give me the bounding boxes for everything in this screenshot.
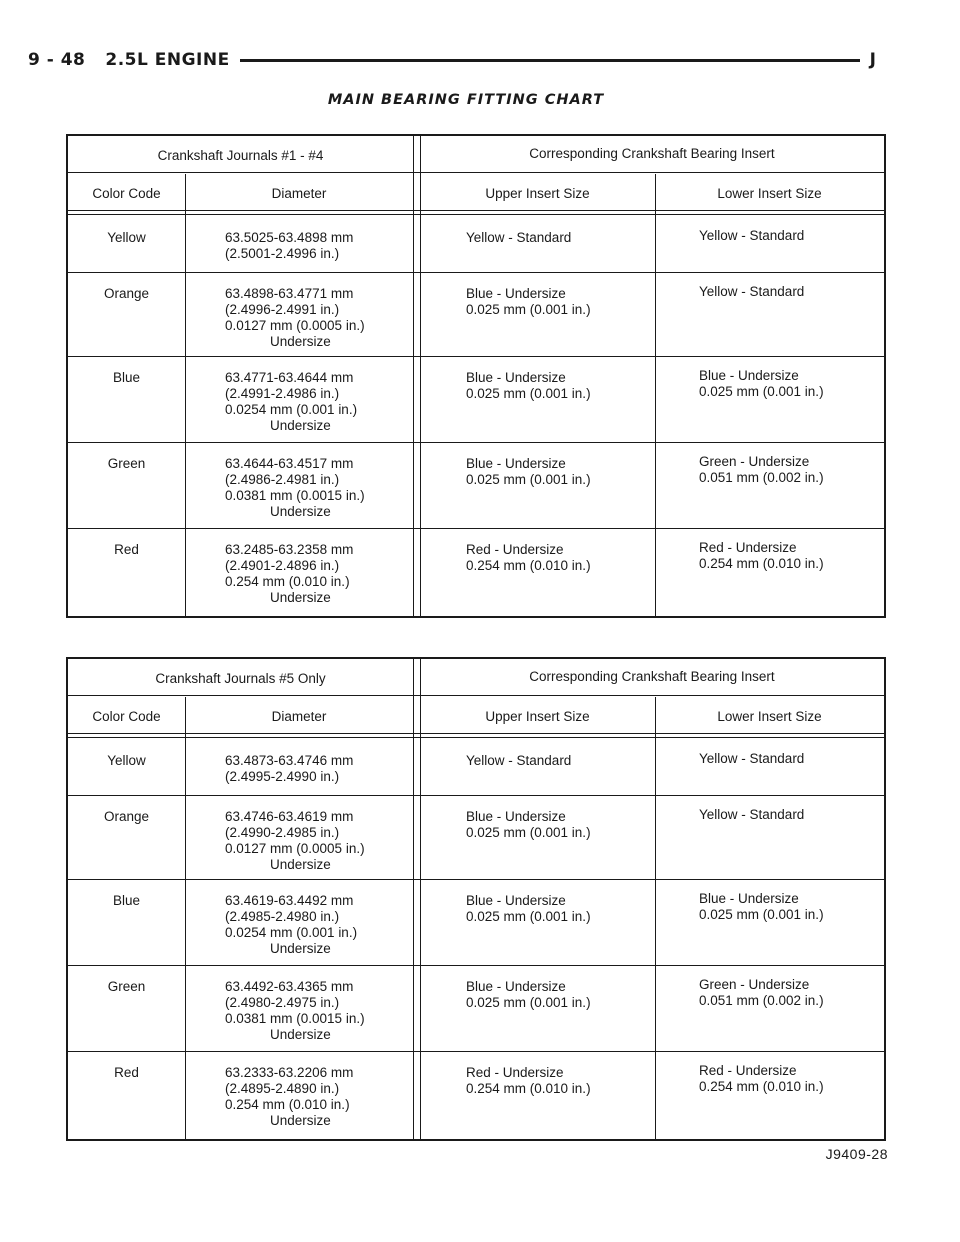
upper-insert-line: 0.025 mm (0.001 in.) [466, 302, 591, 317]
diameter-line: (2.4901-2.4896 in.) [225, 558, 340, 573]
column-header-divider [68, 210, 884, 211]
upper-insert-cell [466, 286, 591, 318]
diameter-line: Undersize [270, 334, 331, 349]
column-divider [655, 174, 656, 616]
color-code-cell: Yellow [107, 753, 146, 768]
figure-id: J9409-28 [825, 1146, 888, 1162]
diameter-line: 63.5025-63.4898 mm [225, 230, 354, 245]
diameter-line: 0.0127 mm (0.0005 in.) [225, 841, 365, 856]
lower-insert-line: Green - Undersize [699, 454, 810, 469]
row-divider [68, 965, 884, 966]
diameter-line: 0.0127 mm (0.0005 in.) [225, 318, 365, 333]
upper-insert-line: 0.025 mm (0.001 in.) [466, 825, 591, 840]
diameter-cell [225, 1065, 353, 1129]
column-divider [185, 174, 186, 616]
diameter-column-header: Diameter [271, 186, 327, 201]
color-code-column-header: Color Code [92, 186, 161, 201]
diameter-line: Undersize [270, 418, 331, 433]
column-divider [185, 697, 186, 1139]
upper-insert-line: Red - Undersize [466, 1065, 564, 1080]
diameter-line: 63.4492-63.4365 mm [225, 979, 354, 994]
lower-insert-line: Red - Undersize [699, 1063, 797, 1078]
row-divider [68, 442, 884, 443]
diameter-line: (2.4995-2.4990 in.) [225, 769, 340, 784]
diameter-line: 63.4873-63.4746 mm [225, 753, 354, 768]
upper-insert-cell [466, 456, 591, 488]
header-divider [68, 172, 884, 173]
page-number: 9 - 48 [28, 50, 86, 70]
column-header-divider-double [68, 737, 884, 738]
row-divider [68, 1051, 884, 1052]
upper-insert-line: Blue - Undersize [466, 809, 566, 824]
lower-insert-column-header: Lower Insert Size [717, 186, 822, 201]
diameter-line: 0.254 mm (0.010 in.) [225, 1097, 350, 1112]
row-divider [68, 528, 884, 529]
diameter-line: Undersize [270, 504, 331, 519]
upper-insert-cell [466, 979, 591, 1011]
lower-insert-column-header: Lower Insert Size [717, 709, 822, 724]
diameter-line: 63.4898-63.4771 mm [225, 286, 354, 301]
diameter-line: (2.4990-2.4985 in.) [225, 825, 340, 840]
upper-insert-column-header: Upper Insert Size [485, 709, 590, 724]
diameter-line: 63.4771-63.4644 mm [225, 370, 354, 385]
lower-insert-cell [699, 228, 804, 244]
color-code-cell: Yellow [107, 230, 146, 245]
insert-group-header: Corresponding Crankshaft Bearing Insert [529, 146, 775, 161]
diameter-line: Undersize [270, 1113, 331, 1128]
row-divider [68, 879, 884, 880]
upper-insert-line: 0.025 mm (0.001 in.) [466, 472, 591, 487]
upper-insert-cell [466, 893, 591, 925]
upper-insert-cell [466, 542, 591, 574]
lower-insert-cell [699, 284, 804, 300]
diameter-line: 0.0381 mm (0.0015 in.) [225, 488, 365, 503]
column-header-divider [68, 733, 884, 734]
upper-insert-line: Yellow - Standard [466, 230, 572, 245]
lower-insert-line: 0.254 mm (0.010 in.) [699, 556, 824, 571]
upper-insert-line: Blue - Undersize [466, 456, 566, 471]
lower-insert-line: 0.051 mm (0.002 in.) [699, 993, 824, 1008]
color-code-cell: Orange [103, 809, 150, 824]
row-divider [68, 795, 884, 796]
lower-insert-line: Yellow - Standard [699, 807, 805, 822]
lower-insert-line: 0.025 mm (0.001 in.) [699, 907, 824, 922]
diameter-line: (2.4980-2.4975 in.) [225, 995, 340, 1010]
upper-insert-line: 0.025 mm (0.001 in.) [466, 386, 591, 401]
diameter-line: 0.0254 mm (0.001 in.) [225, 402, 358, 417]
journal-group-header: Crankshaft Journals #5 Only [155, 671, 326, 686]
color-code-cell: Green [107, 979, 146, 994]
diameter-line: 0.254 mm (0.010 in.) [225, 574, 350, 589]
diameter-line: (2.4895-2.4890 in.) [225, 1081, 340, 1096]
lower-insert-line: Green - Undersize [699, 977, 810, 992]
lower-insert-cell [699, 454, 824, 486]
color-code-cell: Blue [112, 370, 141, 385]
lower-insert-cell [699, 751, 804, 767]
diameter-line: 0.0254 mm (0.001 in.) [225, 925, 358, 940]
upper-insert-line: Blue - Undersize [466, 370, 566, 385]
column-divider [420, 136, 421, 616]
lower-insert-cell [699, 977, 824, 1009]
insert-group-header: Corresponding Crankshaft Bearing Insert [529, 669, 775, 684]
diameter-line: Undersize [270, 1027, 331, 1042]
diameter-cell [225, 456, 365, 520]
upper-insert-line: Yellow - Standard [466, 753, 572, 768]
lower-insert-line: 0.025 mm (0.001 in.) [699, 384, 824, 399]
bearing-table-journal-5 [66, 657, 886, 1141]
diameter-line: 0.0381 mm (0.0015 in.) [225, 1011, 365, 1026]
diameter-line: (2.4985-2.4980 in.) [225, 909, 340, 924]
row-divider [68, 356, 884, 357]
color-code-cell: Blue [112, 893, 141, 908]
upper-insert-cell [466, 230, 571, 246]
upper-insert-line: 0.254 mm (0.010 in.) [466, 1081, 591, 1096]
diameter-line: Undersize [270, 857, 331, 872]
lower-insert-line: Yellow - Standard [699, 284, 805, 299]
lower-insert-line: Yellow - Standard [699, 228, 805, 243]
lower-insert-cell [699, 540, 824, 572]
diameter-line: (2.5001-2.4996 in.) [225, 246, 340, 261]
lower-insert-line: Blue - Undersize [699, 368, 799, 383]
lower-insert-line: 0.051 mm (0.002 in.) [699, 470, 824, 485]
diameter-cell [225, 979, 365, 1043]
lower-insert-cell [699, 807, 804, 823]
diameter-line: (2.4986-2.4981 in.) [225, 472, 340, 487]
header-rule [240, 59, 860, 62]
diameter-cell [225, 893, 357, 957]
diameter-cell [225, 809, 365, 873]
lower-insert-cell [699, 1063, 824, 1095]
upper-insert-cell [466, 370, 591, 402]
column-divider [420, 659, 421, 1139]
upper-insert-column-header: Upper Insert Size [485, 186, 590, 201]
diameter-cell [225, 542, 353, 606]
upper-insert-line: 0.025 mm (0.001 in.) [466, 995, 591, 1010]
upper-insert-line: Blue - Undersize [466, 893, 566, 908]
column-divider [413, 136, 414, 616]
journal-group-header: Crankshaft Journals #1 - #4 [157, 148, 324, 163]
lower-insert-line: Red - Undersize [699, 540, 797, 555]
bearing-table-journals-1-4 [66, 134, 886, 618]
diameter-column-header: Diameter [271, 709, 327, 724]
upper-insert-line: 0.254 mm (0.010 in.) [466, 558, 591, 573]
chart-title: MAIN BEARING FITTING CHART [327, 92, 605, 108]
color-code-cell: Orange [103, 286, 150, 301]
color-code-cell: Red [114, 542, 139, 557]
diameter-cell [225, 370, 357, 434]
lower-insert-line: 0.254 mm (0.010 in.) [699, 1079, 824, 1094]
lower-insert-line: Blue - Undersize [699, 891, 799, 906]
color-code-cell: Green [107, 456, 146, 471]
lower-insert-line: Yellow - Standard [699, 751, 805, 766]
column-divider [655, 697, 656, 1139]
column-header-divider-double [68, 214, 884, 215]
diameter-line: 63.4746-63.4619 mm [225, 809, 354, 824]
lower-insert-cell [699, 368, 824, 400]
upper-insert-cell [466, 809, 591, 841]
diameter-line: Undersize [270, 941, 331, 956]
diameter-line: Undersize [270, 590, 331, 605]
color-code-column-header: Color Code [92, 709, 161, 724]
diameter-line: 63.2485-63.2358 mm [225, 542, 354, 557]
upper-insert-line: Blue - Undersize [466, 979, 566, 994]
section-title: 2.5L ENGINE [105, 50, 230, 70]
diameter-line: (2.4996-2.4991 in.) [225, 302, 340, 317]
lower-insert-cell [699, 891, 824, 923]
upper-insert-cell [466, 1065, 591, 1097]
diameter-cell [225, 230, 353, 262]
upper-insert-line: Blue - Undersize [466, 286, 566, 301]
diameter-line: 63.4619-63.4492 mm [225, 893, 354, 908]
upper-insert-line: 0.025 mm (0.001 in.) [466, 909, 591, 924]
diameter-line: 63.2333-63.2206 mm [225, 1065, 354, 1080]
header-divider [68, 695, 884, 696]
row-divider [68, 272, 884, 273]
diameter-line: (2.4991-2.4986 in.) [225, 386, 340, 401]
upper-insert-cell [466, 753, 571, 769]
section-letter: J [869, 50, 876, 70]
color-code-cell: Red [114, 1065, 139, 1080]
diameter-cell [225, 753, 353, 785]
running-header [28, 48, 876, 72]
diameter-line: 63.4644-63.4517 mm [225, 456, 354, 471]
column-divider [413, 659, 414, 1139]
diameter-cell [225, 286, 365, 350]
upper-insert-line: Red - Undersize [466, 542, 564, 557]
